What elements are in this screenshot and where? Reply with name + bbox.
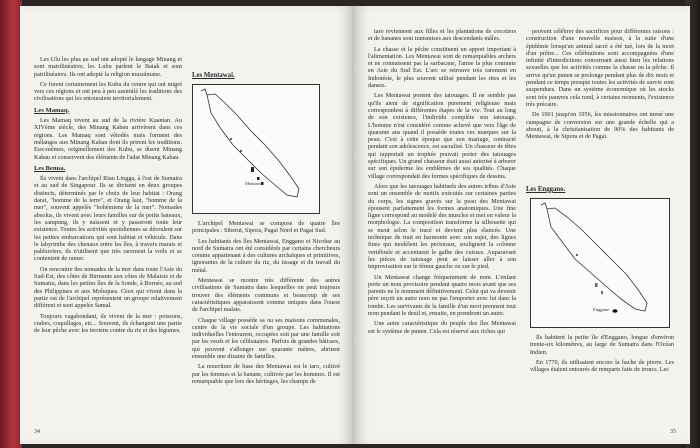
left-column-1 [34,56,182,426]
benua-paragraph-2: On rencontre des nomades de la mer dans toute l'Asie du Sud-Est, des côtes de Birmanie aux côtes de Malaisie et de Sumatra, dans les petites îles de la Sonde, à Bornéo, au sud des Philippines et aux Moluques. Ceux qui vivent dans la partie est de l'archipel représentent un groupe relativement différent et sont appelés Samal. [34,265,182,310]
right-paragraph-6: Une autre caractéristique du peuple des îles Mentawai est le système de punen. Cela est réservé aux riches qui [368,320,516,335]
enggano-island [613,309,618,313]
mamaq-paragraph: Les Mamaq vivent au sud de la rivière Kuantan. Au XIVème siècle, des Minang Kabau arrivèrent dans ces régions. Les Mamaq sont vêtodés mais forment des mélanges aux Minang Kabau dont ils prirent les traditions. Eux-mêmes, originellement des Kubu, se disent Minang Kabau et conservent des éléments de l'adat Minang Kabau. [34,117,182,161]
enggano-paragraph-1: Ils habitent la petite île d'Enggano, longue d'environ trente-six kilomètres, au large de Sumatra dans l'Océan Indien. [530,334,674,356]
heading-mamaq: Les Mamaq. [34,106,70,114]
page-number-right: 35 [670,429,676,435]
enggano-paragraph-2: En 1770, ils utilisaient encore la hache de pierre. Les villages étaient entourés de remparts faits de troncs. Les [530,358,674,374]
heading-benua: Les Benua. [34,164,66,172]
map-label-enggano: Enggano [593,307,610,312]
mentawai-paragraph-2: Les habitants des îles Mentawai, Enggano et Nicobar au nord de Sumatra ont été considérés par certains chercheurs comme appartenant à des cultures archaïques et primitives, ignorantes de la culture du riz, du tissage et du travail du métal. [192,237,340,274]
right-paragraph-3: Les Mentawai portent des tatouages. Il ne semble pas qu'ils aient de signification purement religieuse mais correspondent à différentes étapes de la vie. Tout au long de son existence, l'individu complète son tatouage. L'homme n'est considéré comme achevé que vers l'âge de quarante ans quand il possède toutes ces marques sur la peau. C'est à cette époque que son mariage, contracté pendant son adolescence, est sacralisé. Un chasseur de têtes qui rapportait un trophée pouvait porter des tatouages spécifiques. Un grand chasseur était aussi autorisé à arborer sur son épiderme les emblèmes de ses qualités. Chaque village correspondait des formes spécifiques de dessins. [368,92,516,180]
sipora-island [257,177,260,180]
right-col2-paragraph-2: De 1901 jusqu'en 1956, les missionnaires ont mené une campagne de conversion sur une grande échelle qui a abouti, à la christianisation de 90% des habitants de Mentawai, de Sipora et de Pagai. [526,111,674,141]
right-paragraph-4: Alors que les tatouages habituels des autres tribus d'Asie sont un ensemble de motifs exécutés sur certaines parties du corps, les signes gravés sur la peau des Mentawai épousent parfaitement les formes anatomiques. Une fine ligne correspond au modelé des muscles et met en valeur la morphologie. La composition transforme la silhouette qui se meut selon le tracé et devient plus élancée. Une technique de trait en harmonie avec son sujet, des lignes fines qui modèlent les pectoraux, soulignent la colonne vertébrale et accentuent le galbe des cuisses. Auparavant les pièces de tatouage peut se laisser aller à son improvisation sur le fémur gauche ou sur le pied. [368,182,516,271]
heading-mentawai: Les Mentawai. [192,72,235,79]
intro-paragraph-2: Ce furent certainement les Kubu du centre qui ont migré vers ces régions et ont peu à peu assimilé les traditions des civilisations qui les entouraient territorialement. [34,80,182,103]
right-column-2-top [526,28,674,182]
mentawai-paragraph-4: Chaque village possède sa ou ses maisons communales, centre de la vie sociale d'un groupe. Les habitations individuelles l'entourent, occupées soit par une famille soit par les veufs et les célibataires. Parfois de grandes bâtisses, qui peuvent s'allonger sur quarante mètres, abritent ensemble une dizaine de familles. [192,316,340,361]
mentawai-paragraph-5: La nourriture de base des Mentawai est le taro, cultivé par les femmes et la banane, cultivée par les hommes. Il est remarquable que lors des héritages, les champs de [192,363,340,385]
mentawai-paragraph-3: Mentawai se montre très différente des autres civilisations de Sumatra dans lesquelles on peut toujours trouver des éléments communs et beaucoup de ses caractéristiques apparaissent comme uniques dans l'ouest de l'archipel malais. [192,277,340,314]
left-page [20,6,352,444]
intro-paragraph-1: Les Ulu les plus au sud ont adopté le langage Minang et sont matrilinéaires; les Lubu parlent le Batak et sont patrilinéaires. Ils ont adopté la religion musulmane. [34,56,182,78]
page-number-left: 34 [34,429,40,435]
mentawai-paragraph-1: L'archipel Mentawai se compose de quatre îles principales : Siberut, Sipora, Pagai Nord et Pagai Sud. [192,220,340,235]
binding-holes [354,6,360,444]
right-col2-paragraph-1: peuvent célébrer des sacrifices pour différentes raisons : construction d'une nouvelle maison, à la suite d'une épidémie lorsqu'un animal sacré a été tué, lors de la mort d'un prêtre... Ces célébrations sont accompagnées d'une infinité d'interdictions concernant aussi bien les relations sexuelles que les activités comme la chasse ou la pêche. Il arrive qu'un punen se prolonge pendant plus de dix mois et pendant ce temps presque toutes les activités de survie sont suspendues. Dans un système économique où les stocks sont très pauvres cela rend, à certains moments, l'existence très précaire. [526,28,674,108]
siberut-island [251,167,254,172]
map-enggano [530,198,670,328]
right-paragraph-1: taro reviennent aux filles et les plantations de cocotiers et de bananes sont transmises aux descendants mâles. [368,28,516,43]
heading-enggano: Les Enggano. [526,186,566,193]
left-column-2 [192,220,340,426]
right-column-1 [368,28,516,426]
benua-paragraph-3: Toujours vagabondant, ils vivent de la mer : poissons, crabes, coquillages, etc... Souvent, ils échangent une partie de leur pêche avec les terriens contre du riz et des légumes. [34,312,182,335]
right-page [352,6,690,444]
map-mentawai [192,84,320,214]
right-paragraph-2: La chasse et la pêche constituent un apport important à l'alimentation. Les Mentawai sont de remarquables archers et ne connaissent pas la sarbacane, l'arme la plus courante en Asie du Sud Est. L'arc se retrouve très rarement en Indonésie, le plus souvent utilisé pendant les rites et les danses. [368,45,516,90]
book-cover-left [0,0,22,448]
right-paragraph-5: Un Mentawai change fréquemment de nom. L'enfant porte un nom provisoire pendant quatre mois avant que ses parents ne le nomment définitivement. Celui qui va devenir père reçoit un autre nom ne pas l'emporter avec lui dans la tombe. Les survivants de la famille d'un mort prennent tout nom pendant le deuil et, ensuite, en prendront un autre. [368,273,516,317]
map-label-mentawai: Mentawai [245,181,264,186]
right-column-2-bottom [530,334,674,426]
sumatra-map-mentawai [193,85,319,213]
benua-paragraph-1: Ils vivent dans l'archipel Riau Lingga, à l'est de Sumatra et au sud de Singapour. Ils se divisent en deux groupes distincts, déterminés par le choix de leur habitat : Orang darat, "homme de la terre", et Orang laut, "homme de la mer", souvent appelés "bohémiens de la mer". Nomades absolus, ils vivent avec leurs familles sur de petits bateaux, les sampung, ils y naissent et y passeront toute leur existence. Toutes les activités quotidiennes se déroulent sur les petites embarcations qui sont habitat et véhicule. Dans le labyrinthe des chenaux entre les îles, à travers marais et palétuviers, ils n'utilisent que très rarement la voile et se contentent de ramer. [34,175,182,263]
